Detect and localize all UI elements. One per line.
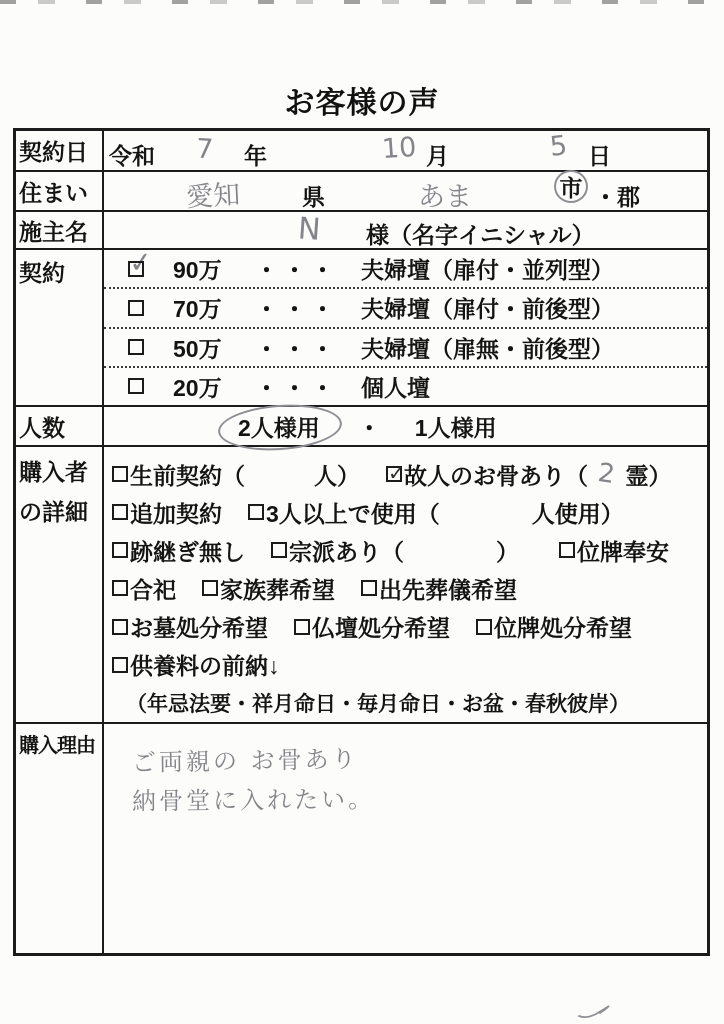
checkbox-ihai-hoan bbox=[559, 542, 575, 558]
people-separator: ・ bbox=[357, 414, 381, 441]
day-value-handwritten: 5 bbox=[548, 130, 569, 163]
butsudan-shobun-label: 仏壇処分希望 bbox=[312, 615, 450, 642]
option-price: 50万 bbox=[173, 335, 222, 362]
city-unit-circled bbox=[554, 170, 588, 203]
pencil-oval-mark bbox=[217, 400, 344, 454]
purchaser-details-label bbox=[16, 447, 104, 722]
checkbox-ihai-shobun bbox=[476, 619, 492, 635]
city-unit-label: 市 bbox=[559, 175, 583, 201]
option-dots: ・・・ bbox=[255, 257, 339, 284]
contract-date-label: 契約日 bbox=[16, 131, 104, 170]
purchaser-details-row bbox=[16, 447, 707, 724]
checkbox-70man bbox=[128, 300, 144, 316]
checkbox-desakiso bbox=[361, 580, 377, 596]
sannin-ijo-label: 3人以上で使用（ 人使用） bbox=[266, 500, 624, 527]
details-line-5 bbox=[112, 608, 703, 646]
option-price: 90万 bbox=[173, 257, 222, 284]
check-mark-icon: ✓ bbox=[388, 461, 405, 486]
option-dots: ・・・ bbox=[255, 374, 339, 401]
contract-label: 契約 bbox=[16, 250, 104, 405]
kojin-okotsu-count-handwritten: 2 bbox=[595, 458, 617, 491]
option-dots: ・・・ bbox=[255, 335, 339, 362]
purchaser-details-value bbox=[104, 447, 707, 722]
atotsugi-nashi-label: 跡継ぎ無し bbox=[130, 538, 245, 565]
people-count-row bbox=[16, 407, 707, 447]
option-dots: ・・・ bbox=[255, 296, 339, 323]
checkbox-20man bbox=[128, 378, 144, 394]
purchase-reason-label: 購入理由 bbox=[16, 724, 104, 953]
prefecture-unit-label: 県 bbox=[302, 184, 325, 210]
checkbox-butsudan-shobun bbox=[294, 619, 310, 635]
purchase-reason-value bbox=[104, 724, 707, 953]
contract-option-70man bbox=[104, 289, 707, 328]
details-line-4 bbox=[112, 569, 703, 607]
shuha-ari-label: 宗派あり（ ） bbox=[289, 538, 519, 565]
owner-name-value bbox=[104, 212, 707, 248]
checkbox-tsuika-keiyaku bbox=[112, 504, 128, 520]
year-unit-label: 年 bbox=[244, 143, 267, 169]
people-option-two-circled bbox=[232, 410, 326, 443]
kazokuso-label: 家族葬希望 bbox=[220, 576, 335, 603]
desakiso-label: 出先葬儀希望 bbox=[379, 576, 517, 603]
contract-options bbox=[104, 244, 707, 405]
contract-date-value bbox=[104, 131, 707, 170]
contract-option-20man bbox=[104, 368, 707, 405]
residence-row bbox=[16, 172, 707, 212]
reason-line-2-handwritten: 納骨堂に入れたい。 bbox=[131, 785, 376, 816]
day-unit-label: 日 bbox=[588, 143, 611, 169]
details-note: （年忌法要・祥月命日・毎月命日・お盆・春秋彼岸） bbox=[126, 692, 630, 716]
purchaser-details-label-line1: 購入者 bbox=[19, 459, 88, 485]
ohaka-shobun-label: お墓処分希望 bbox=[130, 615, 268, 642]
residence-value bbox=[104, 172, 707, 214]
option-desc: 夫婦壇（扉付・前後型） bbox=[361, 296, 614, 323]
checkbox-kojin-okotsu bbox=[386, 461, 405, 486]
checkbox-seizen-keiyaku bbox=[112, 466, 128, 482]
option-desc: 夫婦壇（扉無・前後型） bbox=[361, 335, 614, 362]
owner-suffix-label: 様（名字イニシャル） bbox=[366, 222, 595, 248]
owner-name-label: 施主名 bbox=[16, 212, 104, 248]
details-line-3 bbox=[112, 531, 703, 569]
month-unit-label: 月 bbox=[426, 143, 449, 169]
city-value-handwritten: あま bbox=[418, 182, 472, 213]
option-desc: 夫婦壇（扉付・並列型） bbox=[361, 257, 614, 284]
customer-voice-form bbox=[13, 128, 710, 956]
checkbox-90man bbox=[128, 261, 144, 277]
checkbox-50man bbox=[128, 339, 144, 355]
scan-artifact-top-edge bbox=[0, 0, 724, 4]
contract-row bbox=[16, 244, 707, 407]
county-unit-label: ・郡 bbox=[594, 184, 640, 210]
month-value-handwritten: 10 bbox=[380, 131, 418, 166]
checkbox-ohaka-shobun bbox=[112, 619, 128, 635]
checkbox-sannin-ijo bbox=[248, 504, 264, 520]
contract-option-90man bbox=[104, 244, 707, 289]
details-line-2 bbox=[112, 493, 703, 531]
goshi-label: 合祀 bbox=[130, 576, 176, 603]
owner-name-row bbox=[16, 212, 707, 250]
purchase-reason-row bbox=[16, 724, 707, 953]
ihai-shobun-label: 位牌処分希望 bbox=[494, 615, 632, 642]
kojin-okotsu-label-post: 霊） bbox=[625, 462, 672, 489]
seizen-keiyaku-label: 生前契約（ 人） bbox=[130, 462, 360, 489]
purchaser-details-label-line2: の詳細 bbox=[19, 499, 88, 525]
page-title: お客様の声 bbox=[284, 87, 440, 120]
kojin-okotsu-label-pre: 故人のお骨あり（ bbox=[404, 462, 588, 489]
checkbox-kuyo-zenno bbox=[112, 657, 128, 673]
people-option-one-label: 1人様用 bbox=[414, 414, 497, 441]
kuyo-zenno-label: 供養料の前納↓ bbox=[130, 653, 280, 680]
era-label: 令和 bbox=[109, 143, 155, 169]
pen-squiggle-mark bbox=[576, 1001, 618, 1021]
tsuika-keiyaku-label: 追加契約 bbox=[130, 500, 222, 527]
checkbox-goshi bbox=[112, 580, 128, 596]
reason-line-1-handwritten: ご両親の お骨あり bbox=[131, 745, 359, 778]
people-count-label: 人数 bbox=[16, 407, 104, 445]
year-value-handwritten: 7 bbox=[195, 133, 214, 166]
details-line-6 bbox=[112, 646, 703, 684]
owner-initial-handwritten: N bbox=[296, 211, 322, 248]
checkbox-atotsugi-nashi bbox=[112, 542, 128, 558]
ihai-hoan-label: 位牌奉安 bbox=[577, 538, 669, 565]
option-price: 70万 bbox=[173, 296, 222, 323]
residence-label: 住まい bbox=[16, 172, 104, 210]
checkbox-kazokuso bbox=[202, 580, 218, 596]
check-mark-icon: ✓ bbox=[127, 244, 155, 281]
people-count-value bbox=[104, 407, 707, 445]
prefecture-value-handwritten: 愛知 bbox=[185, 179, 241, 214]
contract-date-row bbox=[16, 131, 707, 172]
option-desc: 個人壇 bbox=[361, 374, 430, 401]
checkbox-shuha-ari bbox=[271, 542, 287, 558]
details-line-1 bbox=[112, 455, 703, 493]
contract-option-50man bbox=[104, 329, 707, 368]
people-option-two-label: 2人様用 bbox=[238, 414, 320, 441]
option-price: 20万 bbox=[173, 374, 222, 401]
